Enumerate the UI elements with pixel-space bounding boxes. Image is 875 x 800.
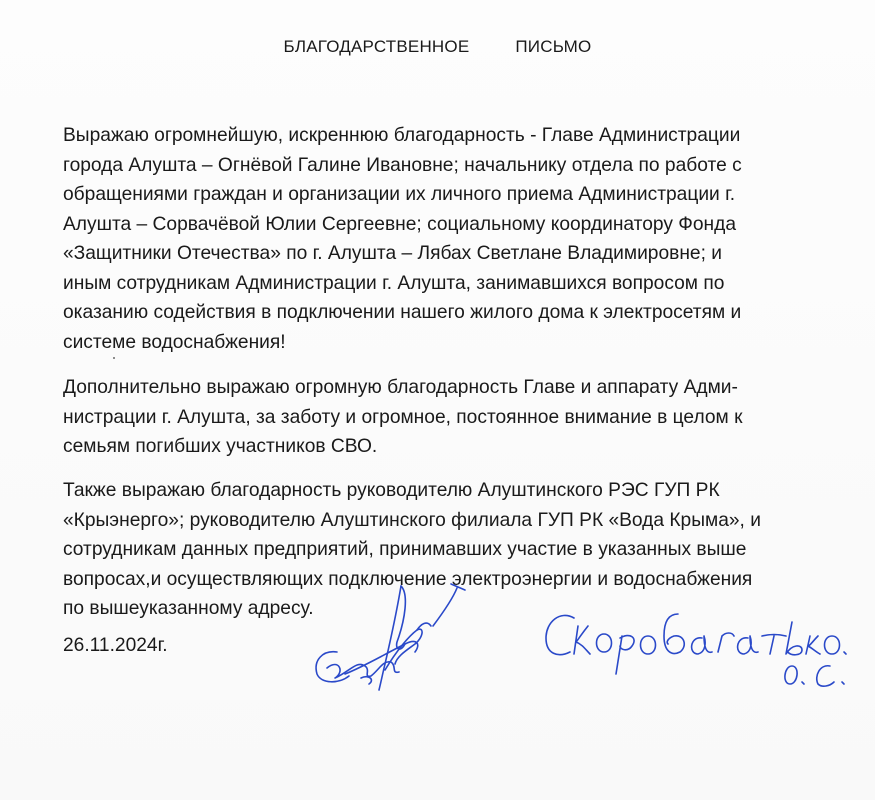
- signature-scribble: [305, 580, 475, 700]
- letter-date: 26.11.2024г.: [63, 635, 168, 656]
- paragraph-utility-thanks: Также выражаю благодарность руководителю Алуштинского РЭС ГУП РК «Крыэнерго»; руководителю Алуштинского филиала ГУП РК «Вода Крыма», и сотрудникам данных предприятий, принимавших участие в указанных выше вопросах,и осуществляющих подключение электроэнергии и водоснабжения по вышеуказанному адресу.: [63, 480, 761, 619]
- letter-title: [0, 37, 875, 57]
- paragraph-main-thanks: Выражаю огромнейшую, искреннюю благодарность - Главе Администрации города Алушта – Огнёвой Галине Ивановне; начальнику отдела по работе с обращениями граждан и организации их личного приема Администрации г. Алушта – Сорвачёвой Юлии Сергеевне; социальному координатору Фонда «Защитники Отечества» по г. Алушта – Лябах Светлане Владимировне; и иным сотрудникам Администрации г. Алушта, занимавшихся вопросом по оказанию содействия в подключении нашего жилого дома к электросетям и системе водоснабжения!: [63, 125, 742, 353]
- title-word-2: ПИСЬМО: [515, 37, 592, 56]
- title-word-1: БЛАГОДАРСТВЕННОЕ: [283, 37, 470, 56]
- signature-name: [540, 596, 860, 696]
- paragraph-additional-thanks: Дополнительно выражаю огромную благодарность Главе и аппарату Адми- нистрации г. Алушта, за заботу и огромное, постоянное внимание в целом к семьям погибших участников СВО.: [63, 377, 743, 457]
- scan-speck: [113, 357, 115, 359]
